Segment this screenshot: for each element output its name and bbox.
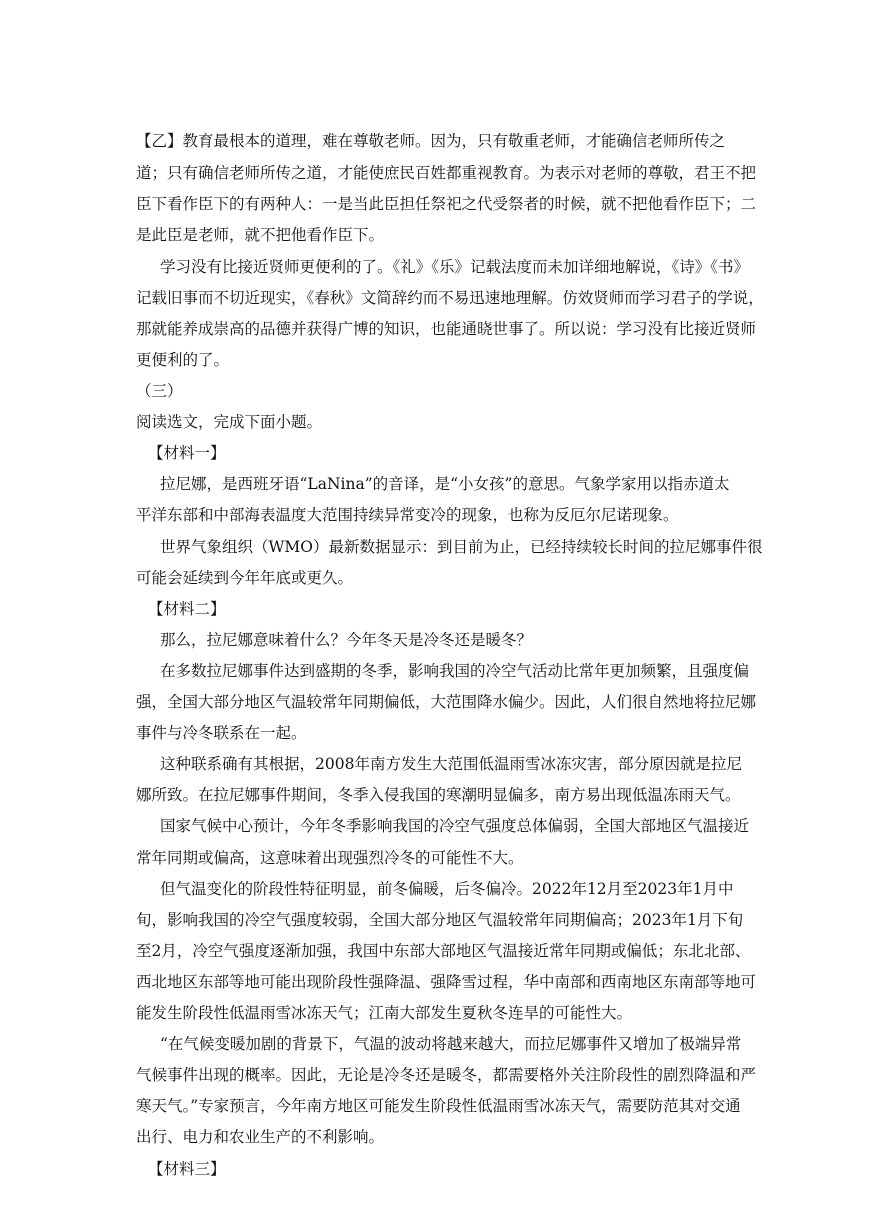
text-line: 道；只有确信老师所传之道，才能使庶民百姓都重视教育。为表示对老师的尊敬，君王不把: [136, 164, 757, 182]
text-line: 旬，影响我国的冷空气强度较弱，全国大部分地区气温较常年同期偏高；2023年1月下旬: [136, 911, 744, 929]
section-heading: （三）: [136, 382, 183, 400]
text-line: 平洋东部和中部海表温度大范围持续异常变冷的现象，也称为反厄尔尼诺现象。: [136, 506, 679, 524]
text-line: 可能会延续到今年年底或更久。: [136, 569, 354, 587]
text-line: 国家气候中心预计，今年冬季影响我国的冷空气强度总体偏弱，全国大部地区气温接近: [160, 817, 750, 835]
text-line: “在气候变暖加剧的背景下，气温的波动将越来越大，而拉尼娜事件又增加了极端异常: [160, 1035, 742, 1053]
text-line: 记载旧事而不切近现实，《春秋》文简辞约而不易迅速地理解。仿效贤师而学习君子的学说，: [136, 289, 764, 307]
text-line: 至2月，冷空气强度逐渐加强，我国中东部大部地区气温接近常年同期或偏低；东北北部、: [136, 942, 751, 960]
text-line: 是此臣是老师，就不把他看作臣下。: [136, 226, 385, 244]
text-line: 这种联系确有其根据，2008年南方发生大范围低温雨雪冰冻灾害，部分原因就是拉尼: [160, 755, 742, 773]
text-line: 【乙】教育最根本的道理，难在尊敬老师。因为，只有敬重老师，才能确信老师所传之: [136, 132, 726, 150]
text-line: 出行、电力和农业生产的不利影响。: [136, 1128, 385, 1146]
material-heading: 【材料三】: [148, 1160, 226, 1178]
text-line: 娜所致。在拉尼娜事件期间，冬季入侵我国的寒潮明显偏多，南方易出现低温冻雨天气。: [136, 786, 741, 804]
text-line: 那就能养成崇高的品德并获得广博的知识，也能通晓世事了。所以说：学习没有比接近贤师: [136, 320, 757, 338]
text-line: 强，全国大部分地区气温较常年同期偏低，大范围降水偏少。因此，人们很自然地将拉尼娜: [136, 693, 757, 711]
material-heading: 【材料二】: [148, 600, 226, 618]
text-line: 西北地区东部等地可能出现阶段性强降温、强降雪过程，华中南部和西南地区东南部等地可: [136, 973, 757, 991]
text-line: 事件与冷冬联系在一起。: [136, 724, 307, 742]
instruction-text: 阅读选文，完成下面小题。: [136, 413, 323, 431]
material-heading: 【材料一】: [148, 444, 226, 462]
text-line: 世界气象组织（WMO）最新数据显示：到目前为止，已经持续较长时间的拉尼娜事件很: [160, 538, 763, 556]
text-line: 寒天气。”专家预言，今年南方地区可能发生阶段性低温雨雪冰冻天气，需要防范其对交通: [136, 1097, 741, 1115]
text-line: 学习没有比接近贤师更便利的了。《礼》《乐》记载法度而未加详细地解说，《诗》《书》: [160, 258, 750, 276]
text-line: 臣下看作臣下的有两种人：一是当此臣担任祭祀之代受祭者的时候，就不把他看作臣下；二: [136, 195, 757, 213]
text-line: 拉尼娜，是西班牙语“LaNina”的音译，是“小女孩”的意思。气象学家用以指赤道太: [160, 475, 730, 493]
text-line: 更便利的了。: [136, 351, 230, 369]
text-line: 在多数拉尼娜事件达到盛期的冬季，影响我国的冷空气活动比常年更加频繁，且强度偏: [160, 662, 750, 680]
text-line: 气候事件出现的概率。因此，无论是冷冬还是暖冬，都需要格外关注阶段性的剧烈降温和严: [136, 1066, 757, 1084]
text-line: 那么，拉尼娜意味着什么？今年冬天是冷冬还是暖冬？: [160, 631, 533, 649]
text-line: 但气温变化的阶段性特征明显，前冬偏暖，后冬偏冷。2022年12月至2023年1月中: [160, 880, 734, 898]
text-line: 能发生阶段性低温雨雪冰冻天气；江南大部发生夏秋冬连旱的可能性大。: [136, 1004, 633, 1022]
text-line: 常年同期或偏高，这意味着出现强烈冷冬的可能性不大。: [136, 849, 524, 867]
